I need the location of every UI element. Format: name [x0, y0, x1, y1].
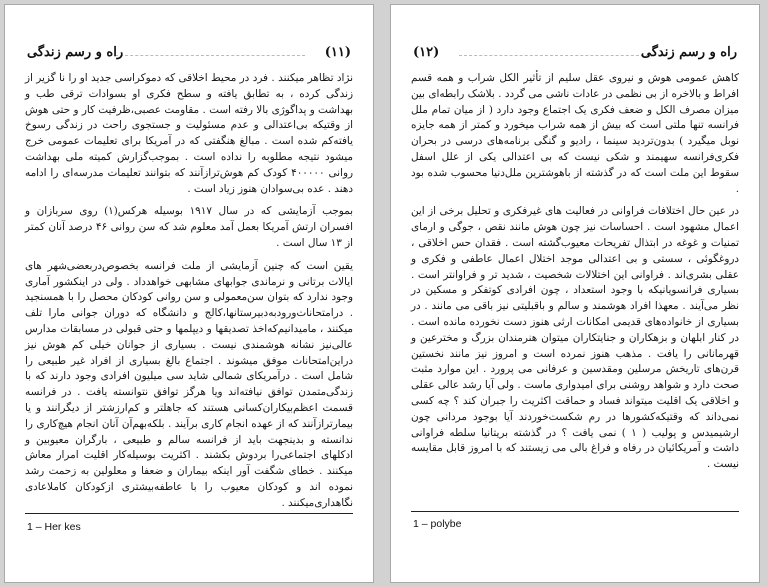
page-body-text — [25, 71, 353, 512]
paragraph: بموجب آزمایشی که در سال ۱۹۱۷ بوسیله هرکس(۱) روی سربازان و افسران ارتش آمریکا بعمل آمد معلوم شد که سن روانی ۴۶ درصد آنان کمتر از ۱۳ سال است . — [25, 205, 354, 249]
paragraph: در عین حال اختلافات فراوانی در فعالیت های غیرفکری و تحلیل برخی از این اعمال مشهود است . احساسات نیز چون هوش مانند نقص ، جوگی و ارمای تمنیات و غوغه در ابتذال تفریحات معیوب‌گشته است . فقدان حس اخلاقی ، دروغگوئی ، سستی و بی اعتدالی موجد اختلال اعمال عاطفی و فکری و عقلی بشری‌اند . فراوانی این اختلالات شخصیت ، شدید تر و فراوانتر است . بسیاری فرانسویانیکه با وجود استعداد ، چون افرادی کوتفکر و مسکین در نظر می‌آیند . معهذا افراد هوشمند و سالم و باقبلیتی نیز باقی می مانند . در بسیاری از خانواده‌های قدیمی امکانات ارثی هنوز دست نخورده مانده است . در کنار ابلهان و بزهکاران و جنایتکاران میتوان هنرمندان بزرگ و مخترعین و قهرمانانی را یافت . مذهب هنوز نمرده است و امروز نیز مانند نخستین قرن‌های تاریخش مرسلین ومقدسین و عرفانی می پرورد . این موارد مثبت صحت دارد و شواهد روشنی برای امیدواری ماست . ولی آیا رشد عالی عقلی و اخلاقی یک اقلیت میتواند فساد و حماقت اکثریت را جبران کند ؟ چه کسی نمی‌داند که و‌قتیکه‌کشورها در رم شکست‌خوردند آیا بوجود مردانی چون ارشیمیدس و پولیب ( ۱ ) نمی‌ یافت ؟ در گذشته بریتانیا سلطه فراوانی داشت و آمریکائیان در رفاه و فراغ بالی می زیستند که با امروز قابل مقایسه نیست . — [411, 205, 739, 471]
book-page-right — [390, 4, 760, 583]
paragraph: کاهش عمومی هوش و نیروی عقل سلیم از تأثیر الکل شراب و همه قسم افراط و بالاخره از بی نظمی در عادات ناشی می گردد . بلاشک رابطه‌ای بین میزان مصرف الکل و ضعف فکری یک اجتماع وجود دارد ( از میان تمام ملل فرانسه تنها ملتی است که بیش از همه شراب میخورد و کمتر از همه جایزه نوبل میگیرد ) بدون‌تردید سینما ، رادیو و گنگی برنامه‌های درسی در بحران فکری‌فرانسه سهیمند و شکی نیست که بی اعتدالی یکی از علل اسفل سقوط این ملت است که در گذشته از باهوشترین ملل‌دنیا محسوب شده بود . — [411, 72, 739, 195]
footnote-divider — [25, 513, 353, 514]
page-header — [413, 45, 737, 65]
page-header — [27, 45, 351, 65]
header-divider — [115, 55, 305, 56]
header-divider — [459, 55, 649, 56]
page-number: (۱۱) — [324, 45, 351, 60]
paragraph: نژاد تظاهر میکنند . فرد در محیط اخلاقی که دموکراسی جدید او را نا گزیر از زندگی کرده ، به تطابق یافته و سطح فکری او بسوادات ترقی طب و بهداشت و پداگوژی بالا رفته است . مقاومت عصبی،ظرفیت کار و حتی هوش از وقتیکه بی‌اعتدالی و عدم مسئولیت و جستجوی راحت در زندگی رسوخ یافته‌کم شده است . مبالغ هنگفتی که در آمریکا برای تعلیمات عمومی خرج میشود نتیجه مطلوبه را نداده است . بموجب‌گزارش کمیته ملی بهداشت روانی ۴۰۰۰۰۰ کودک کم هوش‌تراز‌آنند که بتوانند تعلیمات مدرسه‌ای را ادامه دهند . عده بی‌سوادان هنوز زیاد است . — [25, 72, 353, 195]
running-title: راه و رسم زندگی — [640, 45, 737, 60]
footnote-divider — [411, 511, 739, 512]
page-number: (۱۲) — [413, 45, 440, 60]
footnote: 1 – polybe — [413, 518, 462, 530]
footnote: 1 – Her kes — [27, 521, 81, 533]
running-title: راه و رسم زندگی — [27, 45, 124, 60]
book-page-left — [4, 4, 374, 583]
paragraph: یقین است که چنین آزمایشی از ملت فرانسه بخصوص‌در‌بعضی‌شهر های ایالات برتانی و نرماندی جوابهای مشابهی خواهدداد . ولی در اینکشور آماری وجود ندارد که بتوان سن‌معمولی و سن روانی کودکان محصل را با همسنجید . درامتحانات‌ورود‌به‌دبیرستانها،کالج و دانشگاه که دوران جوانی مارا تلف میکنند ، مامیدانیم‌که‌اخذ تصدیقها و دیپلمها و حتی قبولی در مسابقات مدارس عالی‌نیز نشانه هوشمندی نیست . بسیاری از جوانان خیلی کم هوش نیز دراین‌امتحانات موفق میشوند . اجتماع بالغ بسیاری از افراد غیر طبیعی را شامل است . درآمریکای شمالی شاید سی میلیون افرادی وجود دارند که با زندگی‌متمدن توافق نیافته‌اند ویا هرگز توافق نتوانسته یافت . در فرانسه قسمت اعظم‌بیکاران‌کسانی هستند که جاهلتر و کم‌ارزشتر از دیگرانند و یا بیمارتر‌از‌آنند که از عهده انجام کاری برآیند . بلکه‌بهم‌آن آنان انجام هیچ‌کاری را ندانسته و بدینجهت باید از فرانسه سالم و طبیعی ، بارگران معیوبین و ادکلهای اجتماعی‌را بردوش بکشند . اکثریت بوسیله‌کار اقلیت امرار معاش میکنند . خطای شگفت آور اینکه بیماران و ضعفا و معلولین به زحمت رشد نموده اند و کودکان معیوب را با عاطفه‌بیشتری از‌کودکان کاملا‌عادی نگاهداری‌میکنند . — [25, 259, 353, 509]
page-body-text — [411, 71, 739, 473]
